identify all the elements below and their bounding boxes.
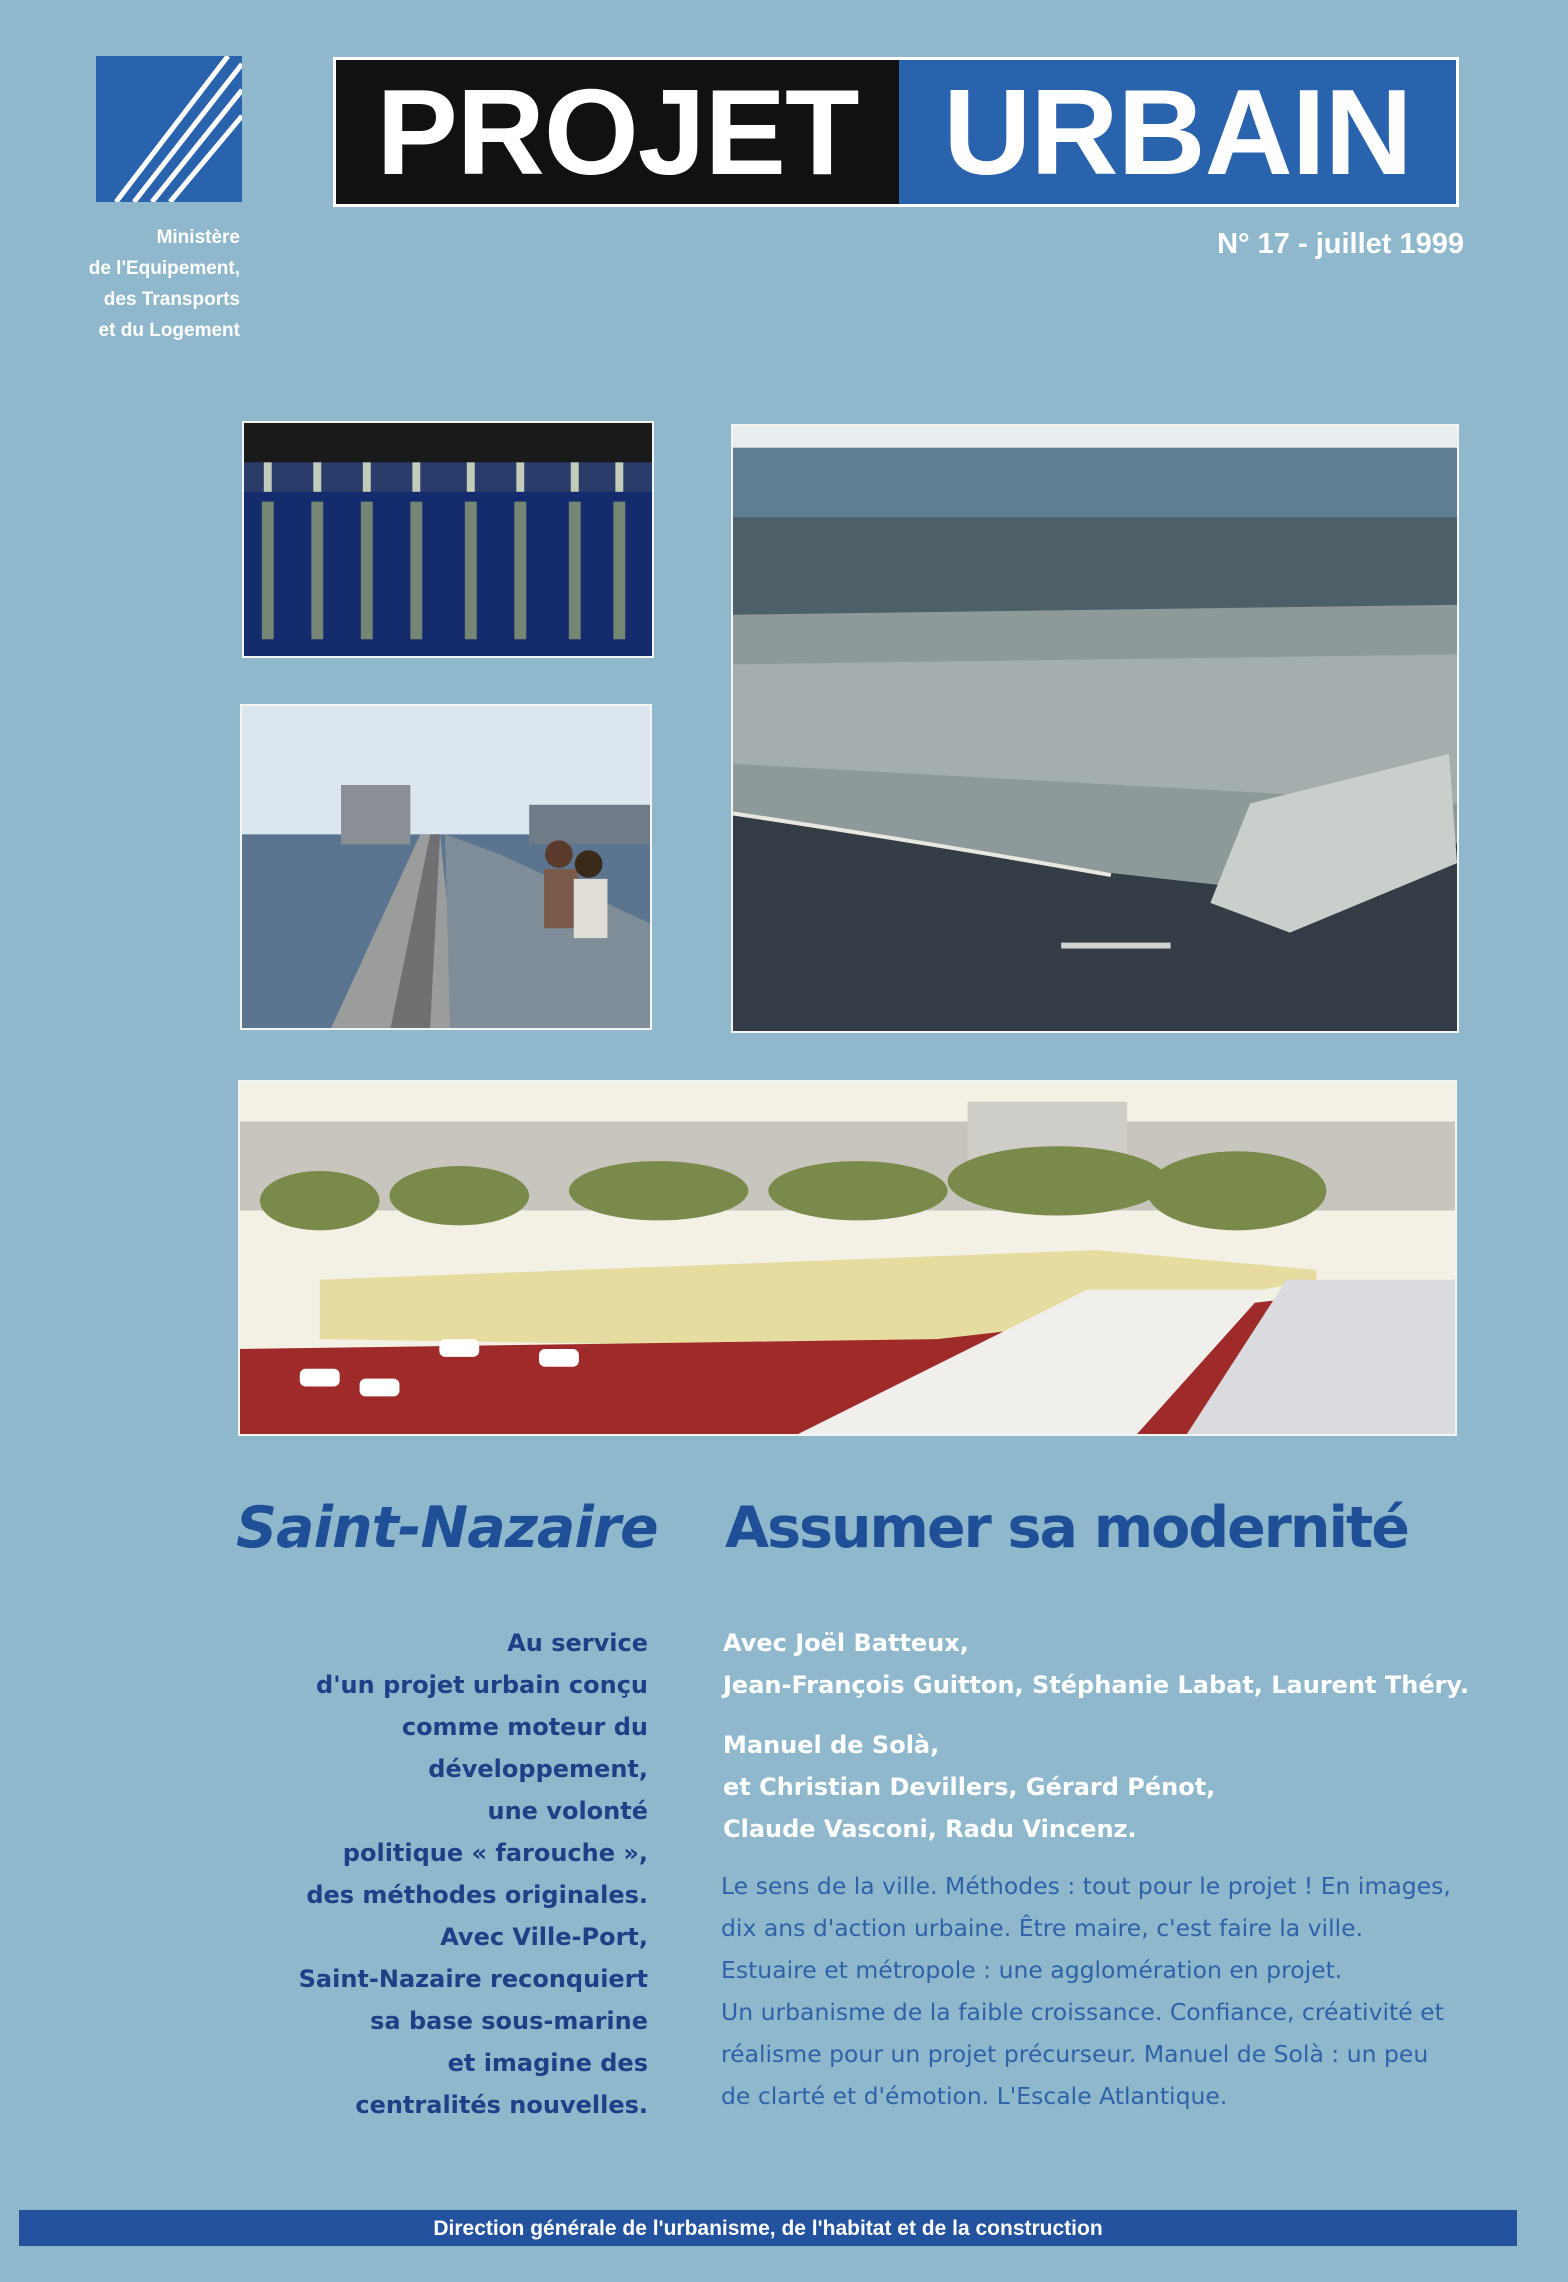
issue-number: N° 17 - juillet 1999 — [1217, 228, 1464, 260]
night-harbour-lights-icon — [244, 423, 652, 656]
urban-square-drawing — [238, 1080, 1457, 1436]
summary-line: une volonté — [487, 1797, 648, 1825]
pier-walkway-icon — [242, 706, 650, 1028]
summary-line: politique « farouche », — [342, 1839, 648, 1867]
ministry-line: et du Logement — [98, 320, 240, 341]
summary-line: Au service — [507, 1629, 648, 1657]
summary-line: développement, — [428, 1755, 648, 1783]
summary-line: centralités nouvelles. — [355, 2091, 648, 2119]
ministry-line: de l'Equipement, — [88, 258, 240, 279]
contents-line: réalisme pour un projet précurseur. Manuel de Solà : un peu — [721, 2040, 1429, 2068]
summary-line: des méthodes originales. — [306, 1881, 648, 1909]
contributors-line: Avec Joël Batteux, — [723, 1629, 969, 1657]
contributors-group — [723, 1724, 1483, 1850]
contributors-line: Claude Vasconi, Radu Vincenz. — [723, 1815, 1137, 1843]
contents-line: dix ans d'action urbaine. Être maire, c'est faire la ville. — [721, 1914, 1364, 1942]
summary-line: sa base sous-marine — [370, 2007, 648, 2035]
night-harbour-photo — [242, 421, 654, 658]
aerial-city-icon — [733, 426, 1457, 1031]
contributors-line: et Christian Devillers, Gérard Pénot, — [723, 1773, 1216, 1801]
aerial-city-photo — [731, 424, 1459, 1033]
publisher-footer: Direction générale de l'urbanisme, de l'habitat et de la construction — [19, 2210, 1517, 2246]
summary-line: et imagine des — [447, 2049, 648, 2077]
ministry-name — [60, 222, 240, 346]
contents-line: Un urbanisme de la faible croissance. Confiance, créativité et — [721, 1998, 1444, 2026]
title-urbain: URBAIN — [899, 60, 1456, 204]
contents-line: Estuaire et métropole : une agglomération en projet. — [721, 1956, 1343, 1984]
contents-line: Le sens de la ville. Méthodes : tout pour le projet ! En images, — [721, 1872, 1451, 1900]
title-projet: PROJET — [336, 60, 899, 204]
pier-walkway-photo — [240, 704, 652, 1030]
city-heading: Saint-Nazaire — [236, 1495, 658, 1561]
summary-line: d'un projet urbain conçu — [316, 1671, 648, 1699]
contributors-group — [723, 1622, 1483, 1706]
summary-line: comme moteur du — [401, 1713, 648, 1741]
ministry-logo — [96, 56, 242, 202]
contributors-line: Jean-François Guitton, Stéphanie Labat, Laurent Théry. — [723, 1671, 1469, 1699]
main-headline: Assumer sa modernité — [725, 1495, 1408, 1561]
summary-line: Saint-Nazaire reconquiert — [298, 1965, 648, 1993]
ministry-line: des Transports — [103, 289, 240, 310]
summary-line: Avec Ville-Port, — [440, 1923, 648, 1951]
urban-square-icon — [240, 1082, 1455, 1434]
contributors-line: Manuel de Solà, — [723, 1731, 940, 1759]
ministry-stripes-logo-icon — [96, 56, 242, 202]
ministry-line: Ministère — [156, 227, 240, 248]
masthead-title — [333, 57, 1459, 207]
contributors — [723, 1622, 1483, 1868]
contents-line: de clarté et d'émotion. L'Escale Atlantique. — [721, 2082, 1228, 2110]
summary-text — [230, 1622, 648, 2126]
table-of-contents — [721, 1865, 1481, 2117]
